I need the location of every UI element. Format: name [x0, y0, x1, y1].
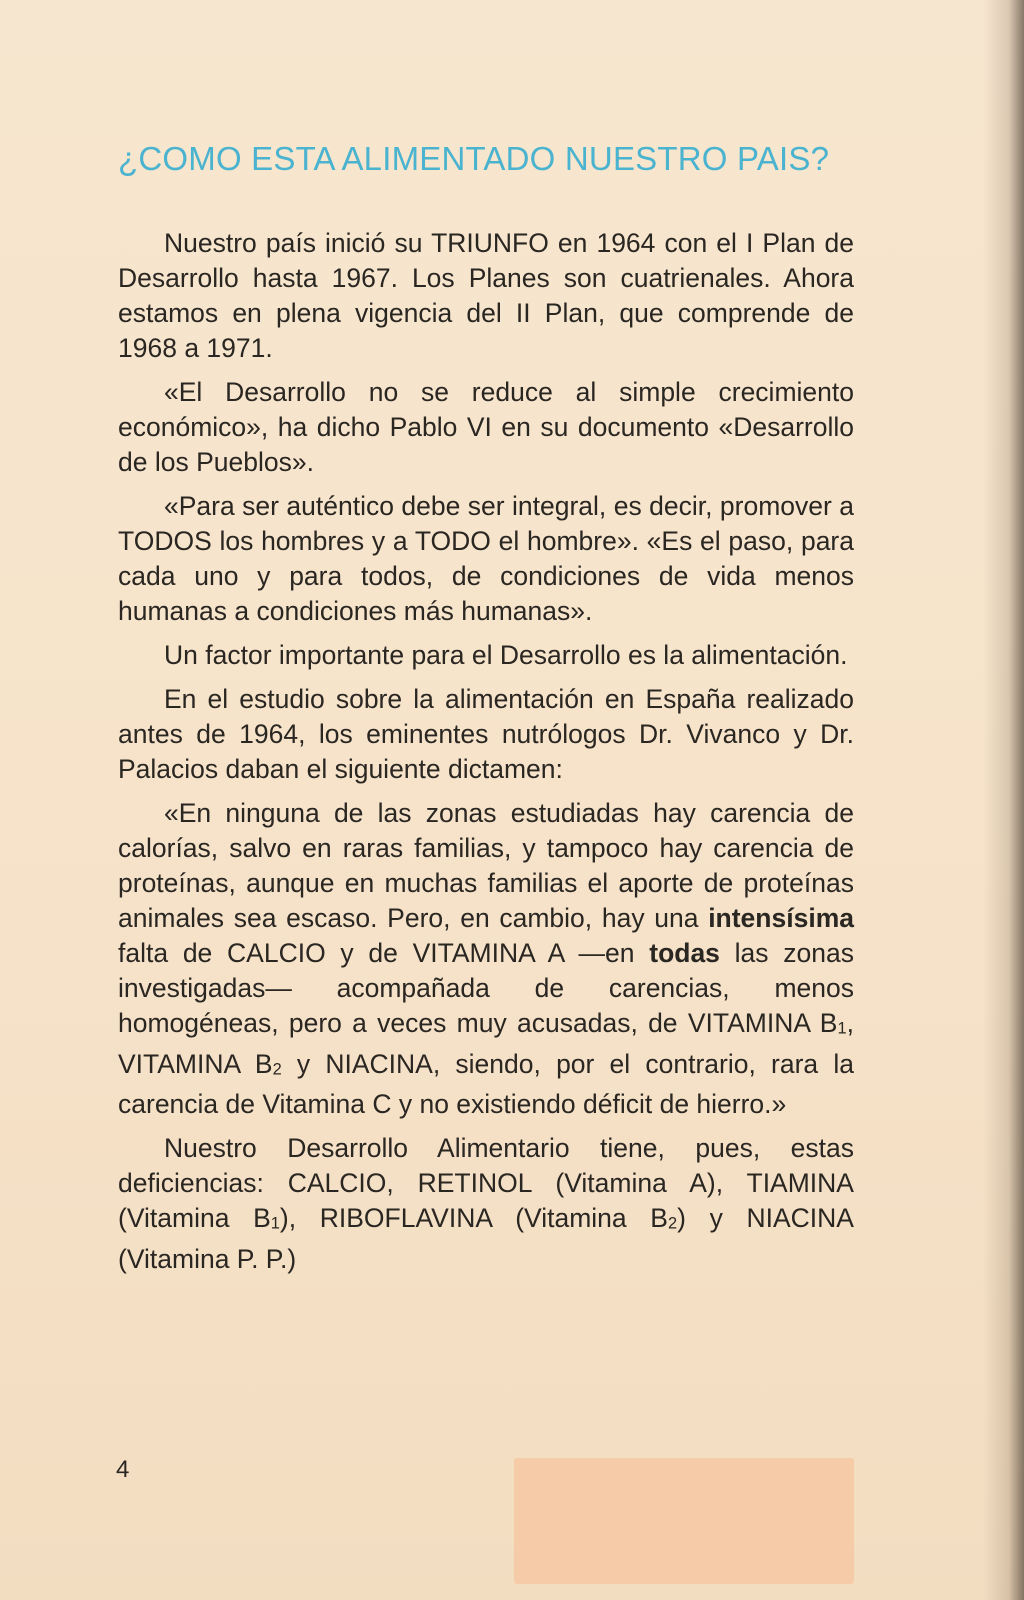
paragraph-1: Nuestro país inició su TRIUNFO en 1964 con el I Plan de Desarrollo hasta 1967. Los Planes son cuatrienales. Ahora estamos en plena vigencia del II Plan, que comprende de 1968 a 1971.	[118, 228, 854, 363]
body-text	[118, 226, 854, 1286]
paragraph-text: ) y NIACINA (Vitamina P. P.)	[118, 1203, 854, 1274]
paragraph-7	[118, 1131, 854, 1277]
quote-text: «En ninguna de las zonas estudiadas hay carencia de calorías, salvo en raras familias, y tampoco hay carencia de proteínas, aunque en muchas familias el aporte de proteínas animales sea escaso. Pero, en cambio, hay una	[118, 798, 854, 933]
subscript: 1	[837, 1019, 847, 1038]
subscript: 2	[272, 1060, 282, 1079]
quote-text: y NIACINA, siendo, por el contrario, rara la carencia de Vitamina C y no existiendo déficit de hierro.»	[118, 1048, 854, 1120]
subscript: 2	[667, 1214, 678, 1233]
paragraph-2: «El Desarrollo no se reduce al simple crecimiento económico», ha dicho Pablo VI en su documento «Desarrollo de los Pueblos».	[118, 377, 854, 477]
quote-text: , VITAMINA B	[118, 1008, 854, 1079]
quote-text: las zonas investigadas— acompañada de carencias, menos homogéneas, pero a veces muy acusadas, de VITAMINA B	[118, 938, 854, 1038]
paragraph-5: En el estudio sobre la alimentación en España realizado antes de 1964, los eminentes nutrólogos Dr. Vivanco y Dr. Palacios daban el siguiente dictamen:	[118, 684, 854, 784]
quote-text: falta de CALCIO y de VITAMINA A —en	[118, 938, 650, 968]
paragraph-text: Nuestro Desarrollo Alimentario tiene, pues, estas deficiencias: CALCIO, RETINOL (Vitamina A), TIAMINA (Vitamina B	[118, 1133, 854, 1234]
emphasis-intensisima: intensísima	[708, 903, 854, 933]
paragraph-6-quote	[118, 796, 854, 1122]
subscript: 1	[270, 1214, 280, 1233]
page-title: ¿COMO ESTA ALIMENTADO NUESTRO PAIS?	[118, 140, 830, 177]
paragraph-text: ), RIBOFLAVINA (Vitamina B	[279, 1203, 668, 1234]
emphasis-todas: todas	[649, 938, 720, 968]
paragraph-3: «Para ser auténtico debe ser integral, es decir, promover a TODOS los hombres y a TODO el hombre». «Es el paso, para cada uno y para todos, de condiciones de vida menos humanas a condiciones más humanas».	[118, 491, 854, 626]
page-number: 4	[116, 1456, 130, 1483]
paragraph-4: Un factor importante para el Desarrollo es la alimentación.	[164, 640, 848, 670]
paper-stain	[514, 1458, 854, 1584]
